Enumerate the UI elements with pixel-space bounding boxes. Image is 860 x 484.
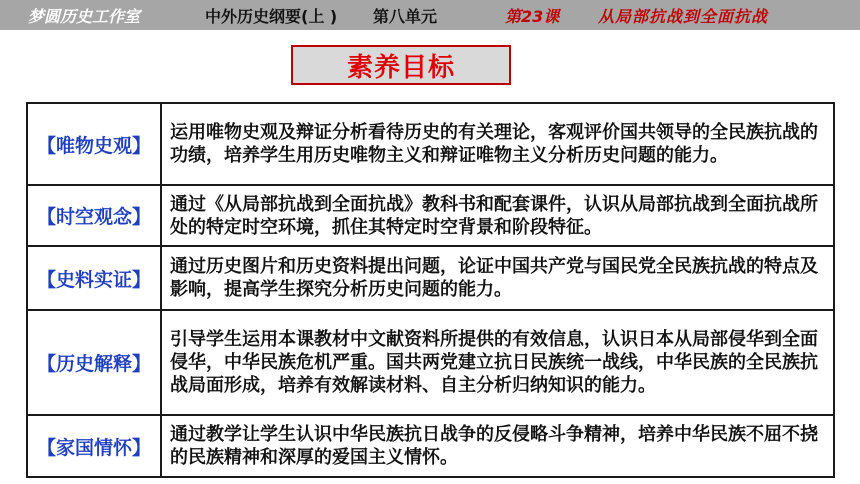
lesson-number: 第23课 xyxy=(505,6,560,26)
lesson-title: 从局部抗战到全面抗战 xyxy=(598,6,769,26)
row-content: 运用唯物史观及辩证分析看待历史的有关理论，客观评价国共领导的全民族抗战的功绩，培养学生用历史唯物主义和辩证唯物主义分析历史问题的能力。 xyxy=(161,103,834,185)
table-row xyxy=(27,246,834,310)
objectives-table xyxy=(26,102,835,478)
row-label: 【史料实证】 xyxy=(27,246,161,310)
row-content: 通过教学让学生认识中华民族抗日战争的反侵略斗争精神，培养中华民族不屈不挠的民族精神和深厚的爱国主义情怀。 xyxy=(161,415,834,477)
row-content: 通过历史图片和历史资料提出问题，论证中国共产党与国民党全民族抗战的特点及影响，提高学生探究分析历史问题的能力。 xyxy=(161,246,834,310)
header-bar xyxy=(0,0,860,30)
table-row xyxy=(27,415,834,477)
table-row xyxy=(27,310,834,415)
studio-name: 梦圆历史工作室 xyxy=(28,6,141,26)
unit-label: 第八单元 xyxy=(373,6,438,26)
section-title: 素养目标 xyxy=(291,45,511,85)
row-content: 通过《从局部抗战到全面抗战》教科书和配套课件，认识从局部抗战到全面抗战所处的特定时空环境，抓住其特定时空背景和阶段特征。 xyxy=(161,185,834,246)
book-title: 中外历史纲要(上 ) xyxy=(205,6,338,26)
row-label: 【时空观念】 xyxy=(27,185,161,246)
row-label: 【唯物史观】 xyxy=(27,103,161,185)
row-label: 【家国情怀】 xyxy=(27,415,161,477)
table-row xyxy=(27,185,834,246)
row-label: 【历史解释】 xyxy=(27,310,161,415)
row-content: 引导学生运用本课教材中文献资料所提供的有效信息，认识日本从局部侵华到全面侵华，中华民族危机严重。国共两党建立抗日民族统一战线，中华民族的全民族抗战局面形成，培养有效解读材料、自主分析归纳知识的能力。 xyxy=(161,310,834,415)
table-row xyxy=(27,103,834,185)
